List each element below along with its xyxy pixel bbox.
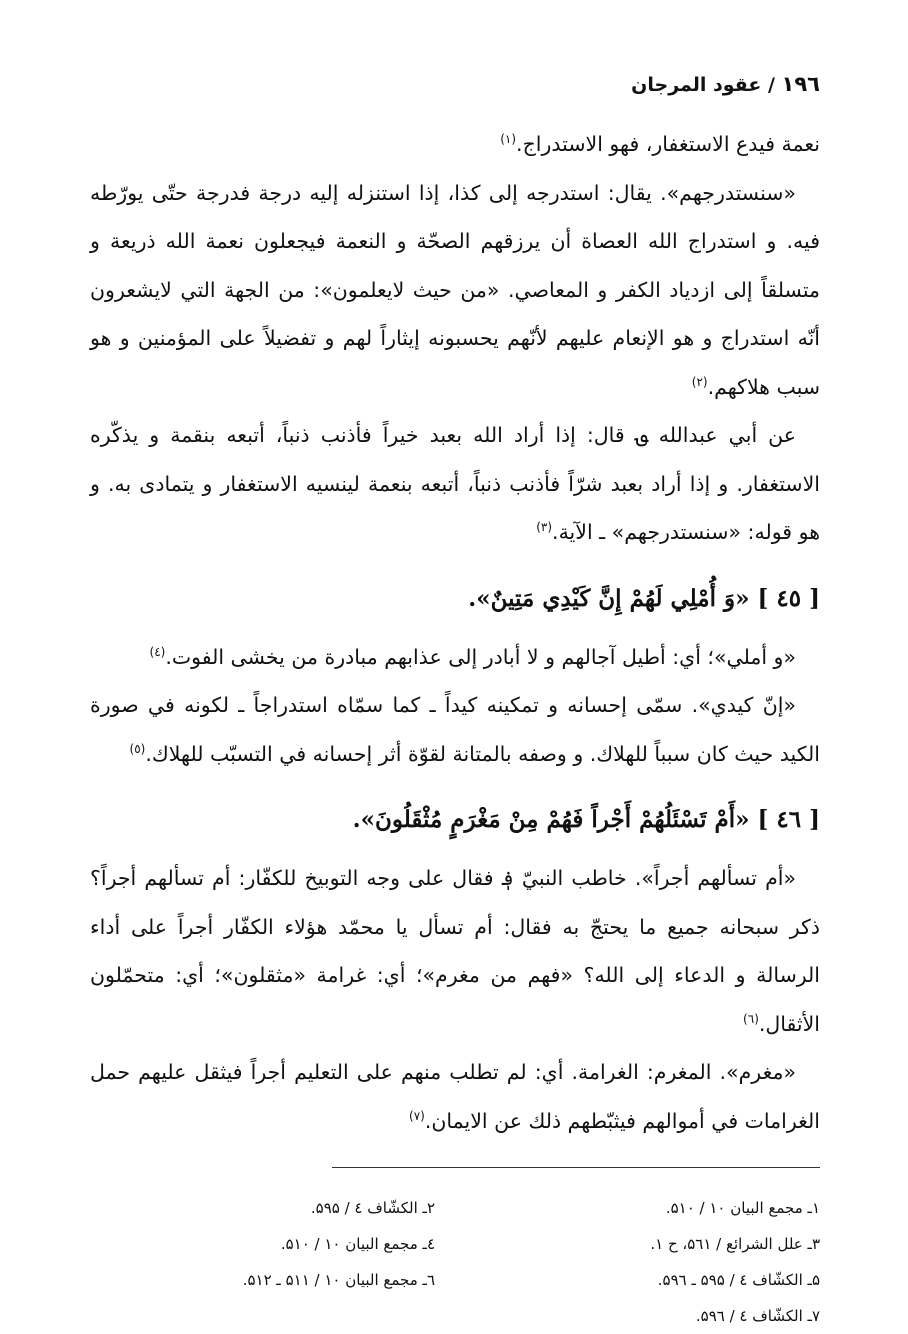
paragraph (90, 681, 820, 778)
paragraph-text: عن أبي عبدالله ؈ قال: إذا أراد الله بعبد خيراً فأذنب ذنباً، أتبعه بنقمة و يذكّره الاستغفار. و إذا أراد بعبد شرّاً فأذنب ذنباً، أتبعه بنعمة لينسيه الاستغفار و يتمادى به. و هو قوله: «سنستدرجهم» ـ الآية. (90, 423, 820, 544)
footnote-marker: (٤) (149, 644, 166, 659)
paragraph-text: «إنّ كيدي». سمّى إحسانه و تمكينه كيداً ـ كما سمّاه استدراجاً ـ لكونه في صورة الكيد حيث كان سبباً للهلاك. و وصفه بالمتانة لقوّة أثر إحسانه في التسبّب للهلاك. (90, 693, 820, 766)
paragraph-text: «و أملي»؛ أي: أطيل آجالهم و لا أبادر إلى عذابهم مبادرة من يخشى الفوت. (165, 644, 796, 669)
book-title: عقود المرجان (631, 74, 762, 96)
paragraph-text: «مغرم». المغرم: الغرامة. أي: لم تطلب منهم على التعليم أجراً فيثقل عليهم حمل الغرامات في أموالهم فيثبّطهم ذلك عن الايمان. (90, 1060, 820, 1133)
footnote-marker: (٥) (129, 741, 146, 756)
paragraph (90, 854, 820, 1048)
footnote: ۳ـ علل الشرائع / ۵٦۱، ح ۱. (650, 1235, 820, 1253)
paragraph (90, 120, 820, 169)
paragraph-text: «سنستدرجهم». يقال: استدرجه إلى كذا، إذا استنزله إليه درجة فدرجة حتّى يورّطه فيه. و استدراج الله العصاة أن يرزقهم الصحّة و النعمة فيجعلون نعمة الله ذريعة و متسلقاً إلى ازدياد الكفر و المعاصي. «من حيث لايعلمون»: من الجهة التي لايشعرون أنّه استدراج و هو الإنعام عليهم لأنّهم يحسبونه إيثاراً لهم و تفضيلاً على المؤمنين و هو سبب هلاكهم. (90, 180, 820, 399)
page-number: ۱۹٦ (781, 72, 820, 96)
footnote: ٦ـ مجمع البيان ۱۰ / ۵۱۱ ـ ۵۱۲. (242, 1271, 435, 1289)
paragraph (90, 633, 820, 682)
paragraph (90, 169, 820, 412)
body-text (90, 120, 820, 1145)
footnote: ٤ـ مجمع البيان ۱۰ / ۵۱۰. (280, 1235, 435, 1253)
verse-heading: [ ٤٥ ] «وَ أُمْلِي لَهُمْ إِنَّ كَيْدِي مَتِينٌ». (468, 584, 820, 612)
running-header (90, 72, 820, 96)
footnote-marker: (۱) (500, 132, 517, 147)
paragraph (90, 411, 820, 557)
footnote: ۲ـ الكشّاف ٤ / ۵۹۵. (310, 1199, 435, 1217)
paragraph-text: «أم تسألهم أجراً». خاطب النبيّ ؋ فقال على وجه التوبيخ للكفّار: أم تسألهم أجراً؟ ذكر سبحانه جميع ما يحتجّ به فقال: أم تسأل يا محمّد هؤلاء الكفّار أجراً على أداء الرسالة و الدعاء إلى الله؟ «فهم من مغرم»؛ أي: غرامة «مثقلون»؛ أي: متحمّلون الأثقال. (90, 866, 820, 1036)
footnote-marker: (۷) (409, 1108, 425, 1123)
paragraph-text: نعمة فيدع الاستغفار، فهو الاستدراج. (516, 132, 820, 156)
footnote: ۵ـ الكشّاف ٤ / ۵۹۵ ـ ۵۹٦. (657, 1271, 820, 1289)
footnote: ۷ـ الكشّاف ٤ / ۵۹٦. (695, 1307, 820, 1325)
footnote-marker: (۲) (691, 374, 708, 389)
footnote-marker: (٦) (743, 1011, 759, 1026)
footnote: ۱ـ مجمع البيان ۱۰ / ۵۱۰. (665, 1199, 820, 1217)
page (90, 64, 820, 1334)
footnotes (90, 1190, 820, 1334)
header-separator: / (767, 74, 775, 96)
paragraph (90, 1048, 820, 1145)
footnote-marker: (۳) (536, 520, 553, 535)
verse-heading: [ ٤٦ ] «أَمْ تَسْئَلُهُمْ أَجْراً فَهُمْ مِنْ مَغْرَمٍ مُثْقَلُونَ». (352, 806, 820, 833)
footnote-divider (332, 1167, 820, 1168)
